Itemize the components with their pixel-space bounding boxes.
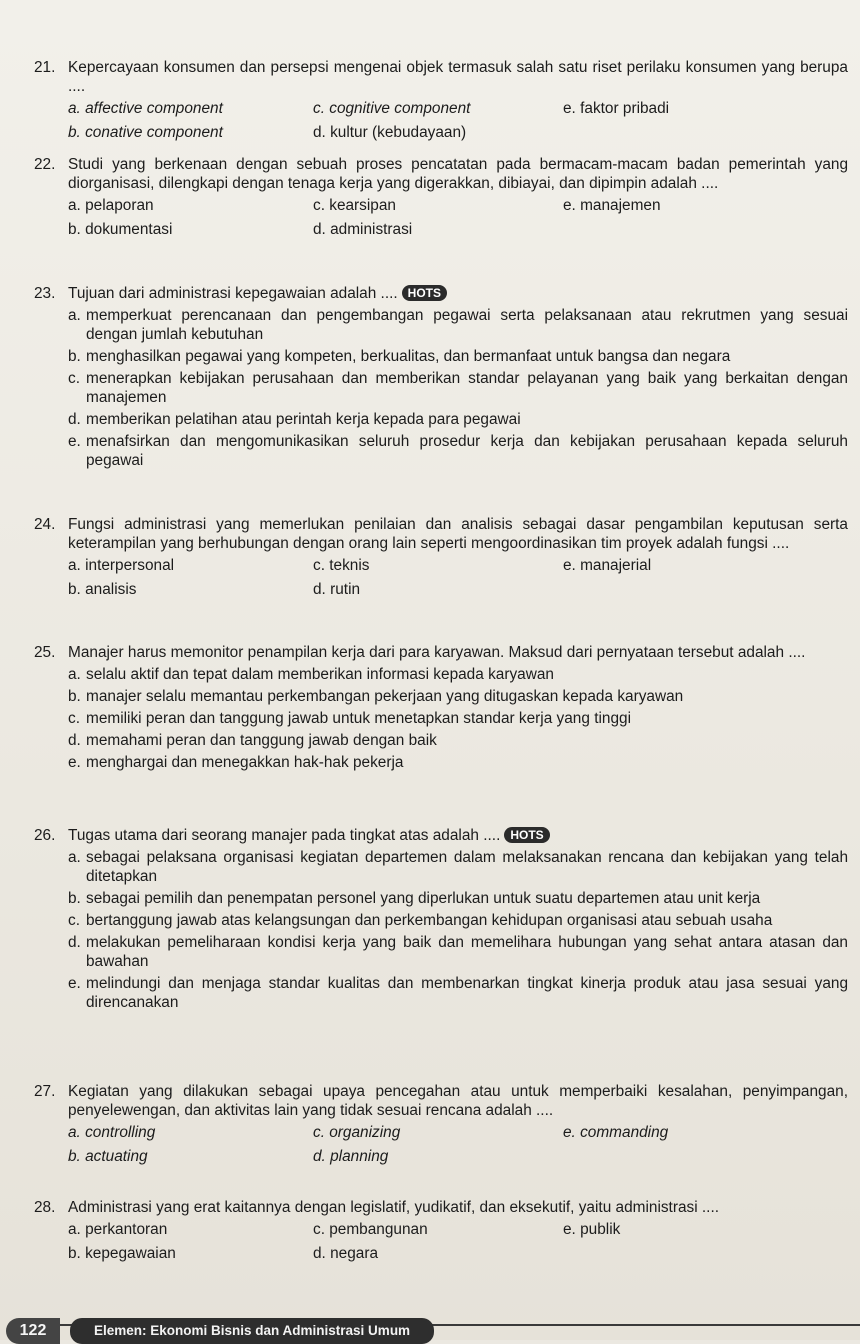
option-a: a. selalu aktif dan tepat dalam memberikan informasi kepada karyawan [68, 666, 554, 683]
question-25 [34, 643, 848, 775]
option-d: d. negara [313, 1245, 379, 1262]
option-c: c. teknis [313, 557, 370, 574]
option-d: d. memahami peran dan tanggung jawab dengan baik [68, 732, 437, 749]
footer-title: Elemen: Ekonomi Bisnis dan Administrasi Umum [70, 1318, 434, 1344]
option-b: b. sebagai pemilih dan penempatan personel yang diperlukan untuk suatu departemen atau unit kerja [68, 890, 761, 907]
question-number: 21. [34, 59, 56, 76]
question-number: 28. [34, 1199, 56, 1216]
option-e: e. manajemen [563, 197, 661, 214]
option-d: d. memberikan pelatihan atau perintah kerja kepada para pegawai [68, 411, 521, 428]
option-d: d. administrasi [313, 221, 413, 238]
option-e: e. menghargai dan menegakkan hak-hak pekerja [68, 754, 404, 771]
question-number: 27. [34, 1083, 56, 1100]
question-number: 25. [34, 644, 56, 661]
question-stem: Administrasi yang erat kaitannya dengan legislatif, yudikatif, dan eksekutif, yaitu administrasi .... [68, 1199, 720, 1216]
option-c: c. cognitive component [313, 100, 471, 117]
question-stem: Kepercayaan konsumen dan persepsi mengenai objek termasuk salah satu riset perilaku konsumen yang berupa .... [68, 59, 848, 95]
question-stem: Studi yang berkenaan dengan sebuah proses pencatatan pada bermacam-macam badan pemerintah yang diorganisasi, dilengkapi dengan tenaga kerja yang digerakkan, dibiayai, dan dipimpin adalah .... [68, 156, 848, 192]
option-b: b. kepegawaian [68, 1245, 176, 1262]
option-d: d. planning [313, 1148, 389, 1165]
page-footer [0, 1310, 860, 1340]
option-e: e. manajerial [563, 557, 652, 574]
option-a: a. affective component [68, 100, 223, 117]
question-number: 26. [34, 827, 56, 844]
option-d: d. melakukan pemeliharaan kondisi kerja yang baik dan memelihara hubungan yang sehat antara atasan dan bawahan [68, 934, 848, 970]
page-number: 122 [6, 1318, 60, 1344]
question-number: 24. [34, 516, 56, 533]
option-c: c. memiliki peran dan tanggung jawab untuk menetapkan standar kerja yang tinggi [68, 710, 631, 727]
option-b: b. analisis [68, 581, 137, 598]
option-a: a. sebagai pelaksana organisasi kegiatan departemen dalam melaksanakan rencana dan kebijakan yang telah ditetapkan [68, 849, 848, 885]
option-c: c. organizing [313, 1124, 401, 1141]
option-b: b. menghasilkan pegawai yang kompeten, berkualitas, dan bermanfaat untuk bangsa dan negara [68, 348, 731, 365]
option-b: b. dokumentasi [68, 221, 173, 238]
question-23 [34, 284, 848, 473]
option-c: c. pembangunan [313, 1221, 428, 1238]
option-e: e. commanding [563, 1124, 669, 1141]
question-27 [34, 1082, 848, 1166]
option-d: d. kultur (kebudayaan) [313, 124, 467, 141]
question-stem: Manajer harus memonitor penampilan kerja dari para karyawan. Maksud dari pernyataan tersebut adalah .... [68, 644, 806, 661]
option-e: e. faktor pribadi [563, 100, 670, 117]
option-a: a. controlling [68, 1124, 156, 1141]
question-stem: Tugas utama dari seorang manajer pada tingkat atas adalah .... [68, 827, 501, 844]
option-c: c. bertanggung jawab atas kelangsungan dan perkembangan kehidupan organisasi atau sebuah usaha [68, 912, 773, 929]
question-21 [34, 58, 848, 142]
hots-badge: HOTS [504, 827, 549, 843]
option-a: a. pelaporan [68, 197, 154, 214]
option-a: a. memperkuat perencanaan dan pengembangan pegawai serta pelaksanaan atau rekrutmen yang sesuai dengan jumlah kebutuhan [68, 307, 848, 343]
option-b: b. actuating [68, 1148, 148, 1165]
option-e: e. publik [563, 1221, 621, 1238]
question-stem: Kegiatan yang dilakukan sebagai upaya pencegahan atau untuk memperbaiki kesalahan, penyimpangan, penyelewengan, dan aktivitas lain yang tidak sesuai rencana adalah .... [68, 1083, 848, 1119]
question-22 [34, 155, 848, 239]
question-stem: Tujuan dari administrasi kepegawaian adalah .... [68, 285, 398, 302]
option-c: c. menerapkan kebijakan perusahaan dan memberikan standar pelayanan yang baik yang berkaitan dengan manajemen [68, 370, 848, 406]
hots-badge: HOTS [402, 285, 447, 301]
question-28 [34, 1198, 848, 1263]
option-d: d. rutin [313, 581, 361, 598]
option-a: a. perkantoran [68, 1221, 168, 1238]
option-a: a. interpersonal [68, 557, 175, 574]
option-e: e. melindungi dan menjaga standar kualitas dan membenarkan tingkat kinerja produk atau jasa sesuai yang direncanakan [68, 975, 848, 1011]
question-number: 22. [34, 156, 56, 173]
question-24 [34, 515, 848, 599]
option-c: c. kearsipan [313, 197, 396, 214]
option-e: e. menafsirkan dan mengomunikasikan seluruh prosedur kerja dan kebijakan perusahaan kepada seluruh pegawai [68, 433, 848, 469]
option-b: b. conative component [68, 124, 223, 141]
question-26 [34, 826, 848, 1015]
question-number: 23. [34, 285, 56, 302]
question-stem: Fungsi administrasi yang memerlukan penilaian dan analisis sebagai dasar pengambilan keputusan serta keterampilan yang berhubungan dengan orang lain seperti mengoordinasikan tim proyek adalah fungsi .... [68, 516, 848, 552]
option-b: b. manajer selalu memantau perkembangan pekerjaan yang ditugaskan kepada karyawan [68, 688, 684, 705]
